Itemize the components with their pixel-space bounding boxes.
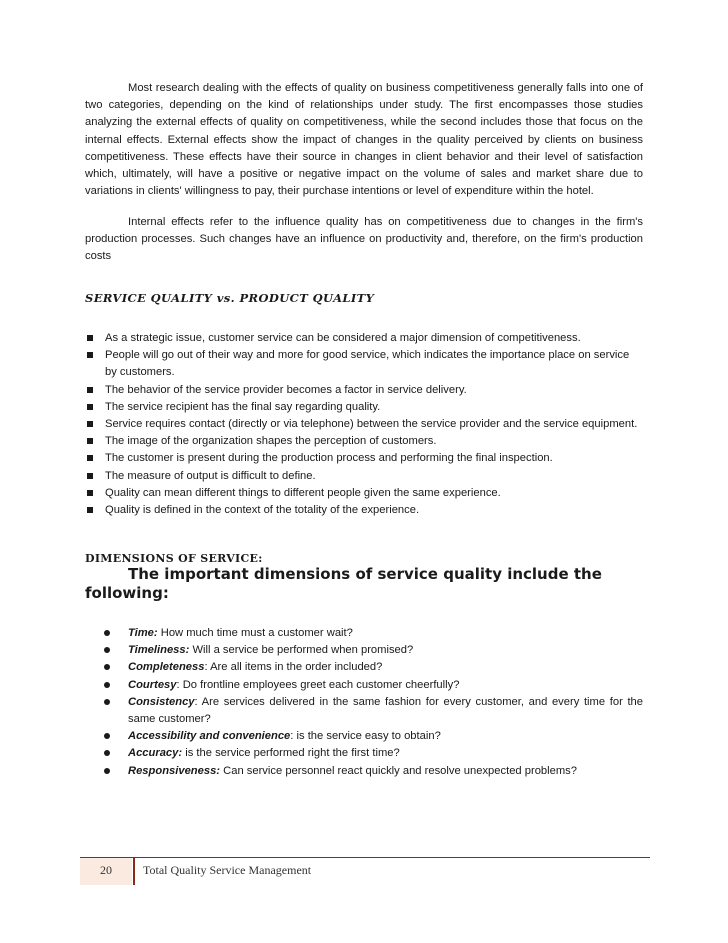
list-item: The image of the organization shapes the perception of customers.	[85, 433, 643, 450]
list-item: Quality is defined in the context of the totality of the experience.	[85, 502, 643, 519]
list-item: Quality can mean different things to different people given the same experience.	[85, 485, 643, 502]
list-item: Consistency: Are services delivered in the same fashion for every customer, and every time for the same customer?	[85, 694, 643, 728]
list-item: Time: How much time must a customer wait?	[85, 625, 643, 642]
list-item: Service requires contact (directly or via telephone) between the service provider and the service equipment.	[85, 416, 643, 433]
list-item: Accuracy: is the service performed right the first time?	[85, 745, 643, 762]
square-bullet-icon	[87, 335, 93, 341]
bullet-icon	[104, 750, 110, 756]
square-bullet-icon	[87, 490, 93, 496]
bullet-icon	[104, 768, 110, 774]
footer-divider	[133, 858, 135, 885]
footer-title: Total Quality Service Management	[143, 863, 312, 877]
square-bullet-icon	[87, 507, 93, 513]
list-item: The service recipient has the final say regarding quality.	[85, 399, 643, 416]
square-bullet-icon	[87, 421, 93, 427]
dimensions-intro: The important dimensions of service quality include the following:	[85, 565, 602, 602]
bullet-icon	[104, 682, 110, 688]
list-item: Accessibility and convenience: is the service easy to obtain?	[85, 728, 643, 745]
list-item: Timeliness: Will a service be performed when promised?	[85, 642, 643, 659]
square-bullet-icon	[87, 438, 93, 444]
heading-service-vs-product-quality: SERVICE QUALITY vs. PRODUCT QUALITY	[85, 291, 375, 305]
list-item: Responsiveness: Can service personnel react quickly and resolve unexpected problems?	[85, 763, 643, 780]
service-quality-list	[85, 330, 643, 519]
list-item: The behavior of the service provider becomes a factor in service delivery.	[85, 382, 643, 399]
square-bullet-icon	[87, 352, 93, 358]
paragraph-internal-effects: Internal effects refer to the influence quality has on competitiveness due to changes in the firm's production processes. Such changes have an influence on productivity and, therefore, on the firm's production costs	[85, 216, 643, 263]
square-bullet-icon	[87, 387, 93, 393]
heading-dimensions-of-service: DIMENSIONS OF SERVICE:	[85, 552, 263, 565]
list-item: People will go out of their way and more for good service, which indicates the importance place on service by customers.	[85, 347, 643, 381]
paragraph-external-internal-effects: Most research dealing with the effects of quality on business competitiveness generally falls into one of two categories, depending on the kind of relationships under study. The first encompasses those studies analyzing the external effects of quality on competitiveness, while the second includes those that focus on the internal effects. External effects show the impact of changes in the quality perceived by clients on business competitiveness. These effects have their source in changes in client behavior and their level of satisfaction which, ultimately, will have a positive or negative impact on the volume of sales and market share due to variations in clients' willingness to pay, their purchase intentions or level of expenditure within the hotel.	[85, 82, 643, 198]
bullet-icon	[104, 647, 110, 653]
list-item: As a strategic issue, customer service can be considered a major dimension of competitiveness.	[85, 330, 643, 347]
square-bullet-icon	[87, 473, 93, 479]
square-bullet-icon	[87, 404, 93, 410]
bullet-icon	[104, 664, 110, 670]
list-item: Completeness: Are all items in the order included?	[85, 659, 643, 676]
list-item: Courtesy: Do frontline employees greet each customer cheerfully?	[85, 677, 643, 694]
bullet-icon	[104, 733, 110, 739]
list-item: The customer is present during the production process and performing the final inspection.	[85, 450, 643, 467]
bullet-icon	[104, 630, 110, 636]
dimensions-list	[85, 625, 643, 780]
square-bullet-icon	[87, 455, 93, 461]
footer-rule	[80, 857, 650, 858]
list-item: The measure of output is difficult to define.	[85, 468, 643, 485]
page-number: 20	[100, 863, 112, 877]
bullet-icon	[104, 699, 110, 705]
